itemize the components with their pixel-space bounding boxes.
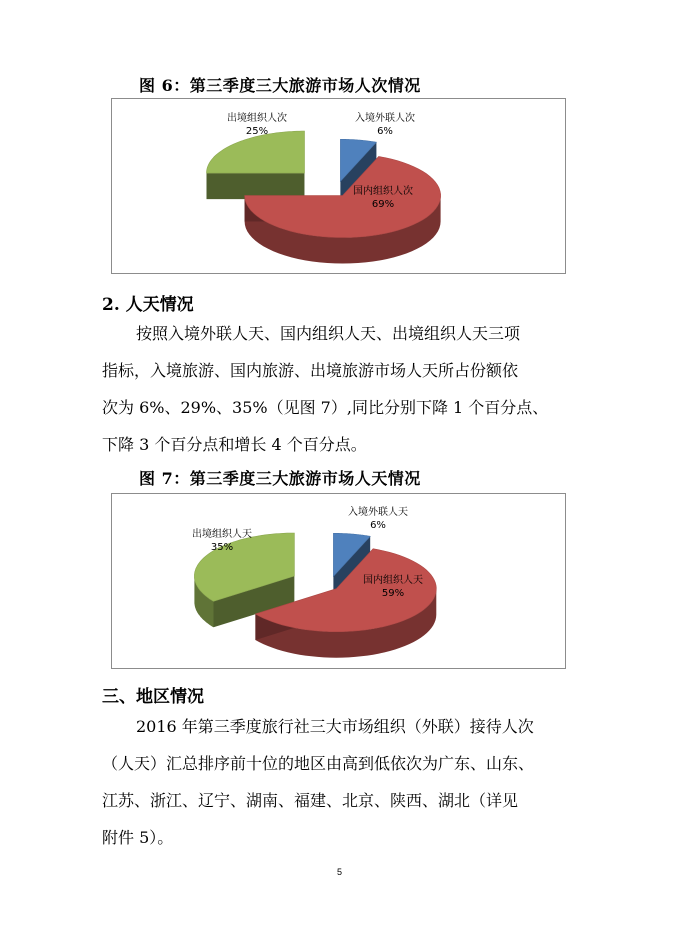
slice-category-label: 出境组织人次: [227, 113, 287, 124]
figure7-caption: 图 7：第三季度三大旅游市场人天情况: [139, 469, 421, 488]
paragraph-line: 2016 年第三季度旅行社三大市场组织（外联）接待人次: [136, 717, 534, 736]
slice-value-label: 69%: [371, 199, 395, 210]
paragraph-line: 次为 6%、29%、35%（见图 7）,同比分别下降 1 个百分点、: [102, 398, 549, 417]
figure6-chart: [111, 98, 566, 274]
slice-category-label: 国内组织人次: [353, 186, 413, 197]
slice-value-label: 25%: [245, 126, 269, 137]
slice-category-label: 入境外联人天: [348, 507, 408, 518]
figure7-pie: [112, 494, 565, 668]
slice-category-label: 入境外联人次: [355, 113, 415, 124]
slice-value-label: 35%: [210, 542, 234, 553]
section2-heading: 2. 人天情况: [102, 295, 194, 315]
figure6-pie: [112, 99, 565, 273]
paragraph-line: （人天）汇总排序前十位的地区由高到低依次为广东、山东、: [102, 754, 535, 773]
section3-paragraph: [102, 708, 587, 856]
figure7-chart: [111, 493, 566, 669]
pie-slice: [207, 131, 305, 173]
section2-paragraph: [102, 315, 587, 463]
page-number: 5: [336, 867, 342, 877]
paragraph-line: 江苏、浙江、辽宁、湖南、福建、北京、陕西、湖北（详见: [102, 791, 519, 810]
paragraph-line: 附件 5）。: [102, 828, 174, 847]
slice-value-label: 59%: [381, 588, 405, 599]
paragraph-line: 按照入境外联人天、国内组织人天、出境组织人天三项: [136, 324, 521, 343]
section3-heading: 三、地区情况: [102, 687, 204, 707]
slice-value-label: 6%: [377, 126, 393, 137]
paragraph-line: 指标，入境旅游、国内旅游、出境旅游市场人天所占份额依: [102, 361, 519, 380]
slice-value-label: 6%: [370, 520, 386, 531]
slice-category-label: 出境组织人天: [192, 529, 252, 540]
slice-category-label: 国内组织人天: [363, 575, 423, 586]
paragraph-line: 下降 3 个百分点和增长 4 个百分点。: [102, 435, 367, 454]
figure6-caption: 图 6：第三季度三大旅游市场人次情况: [139, 76, 421, 95]
